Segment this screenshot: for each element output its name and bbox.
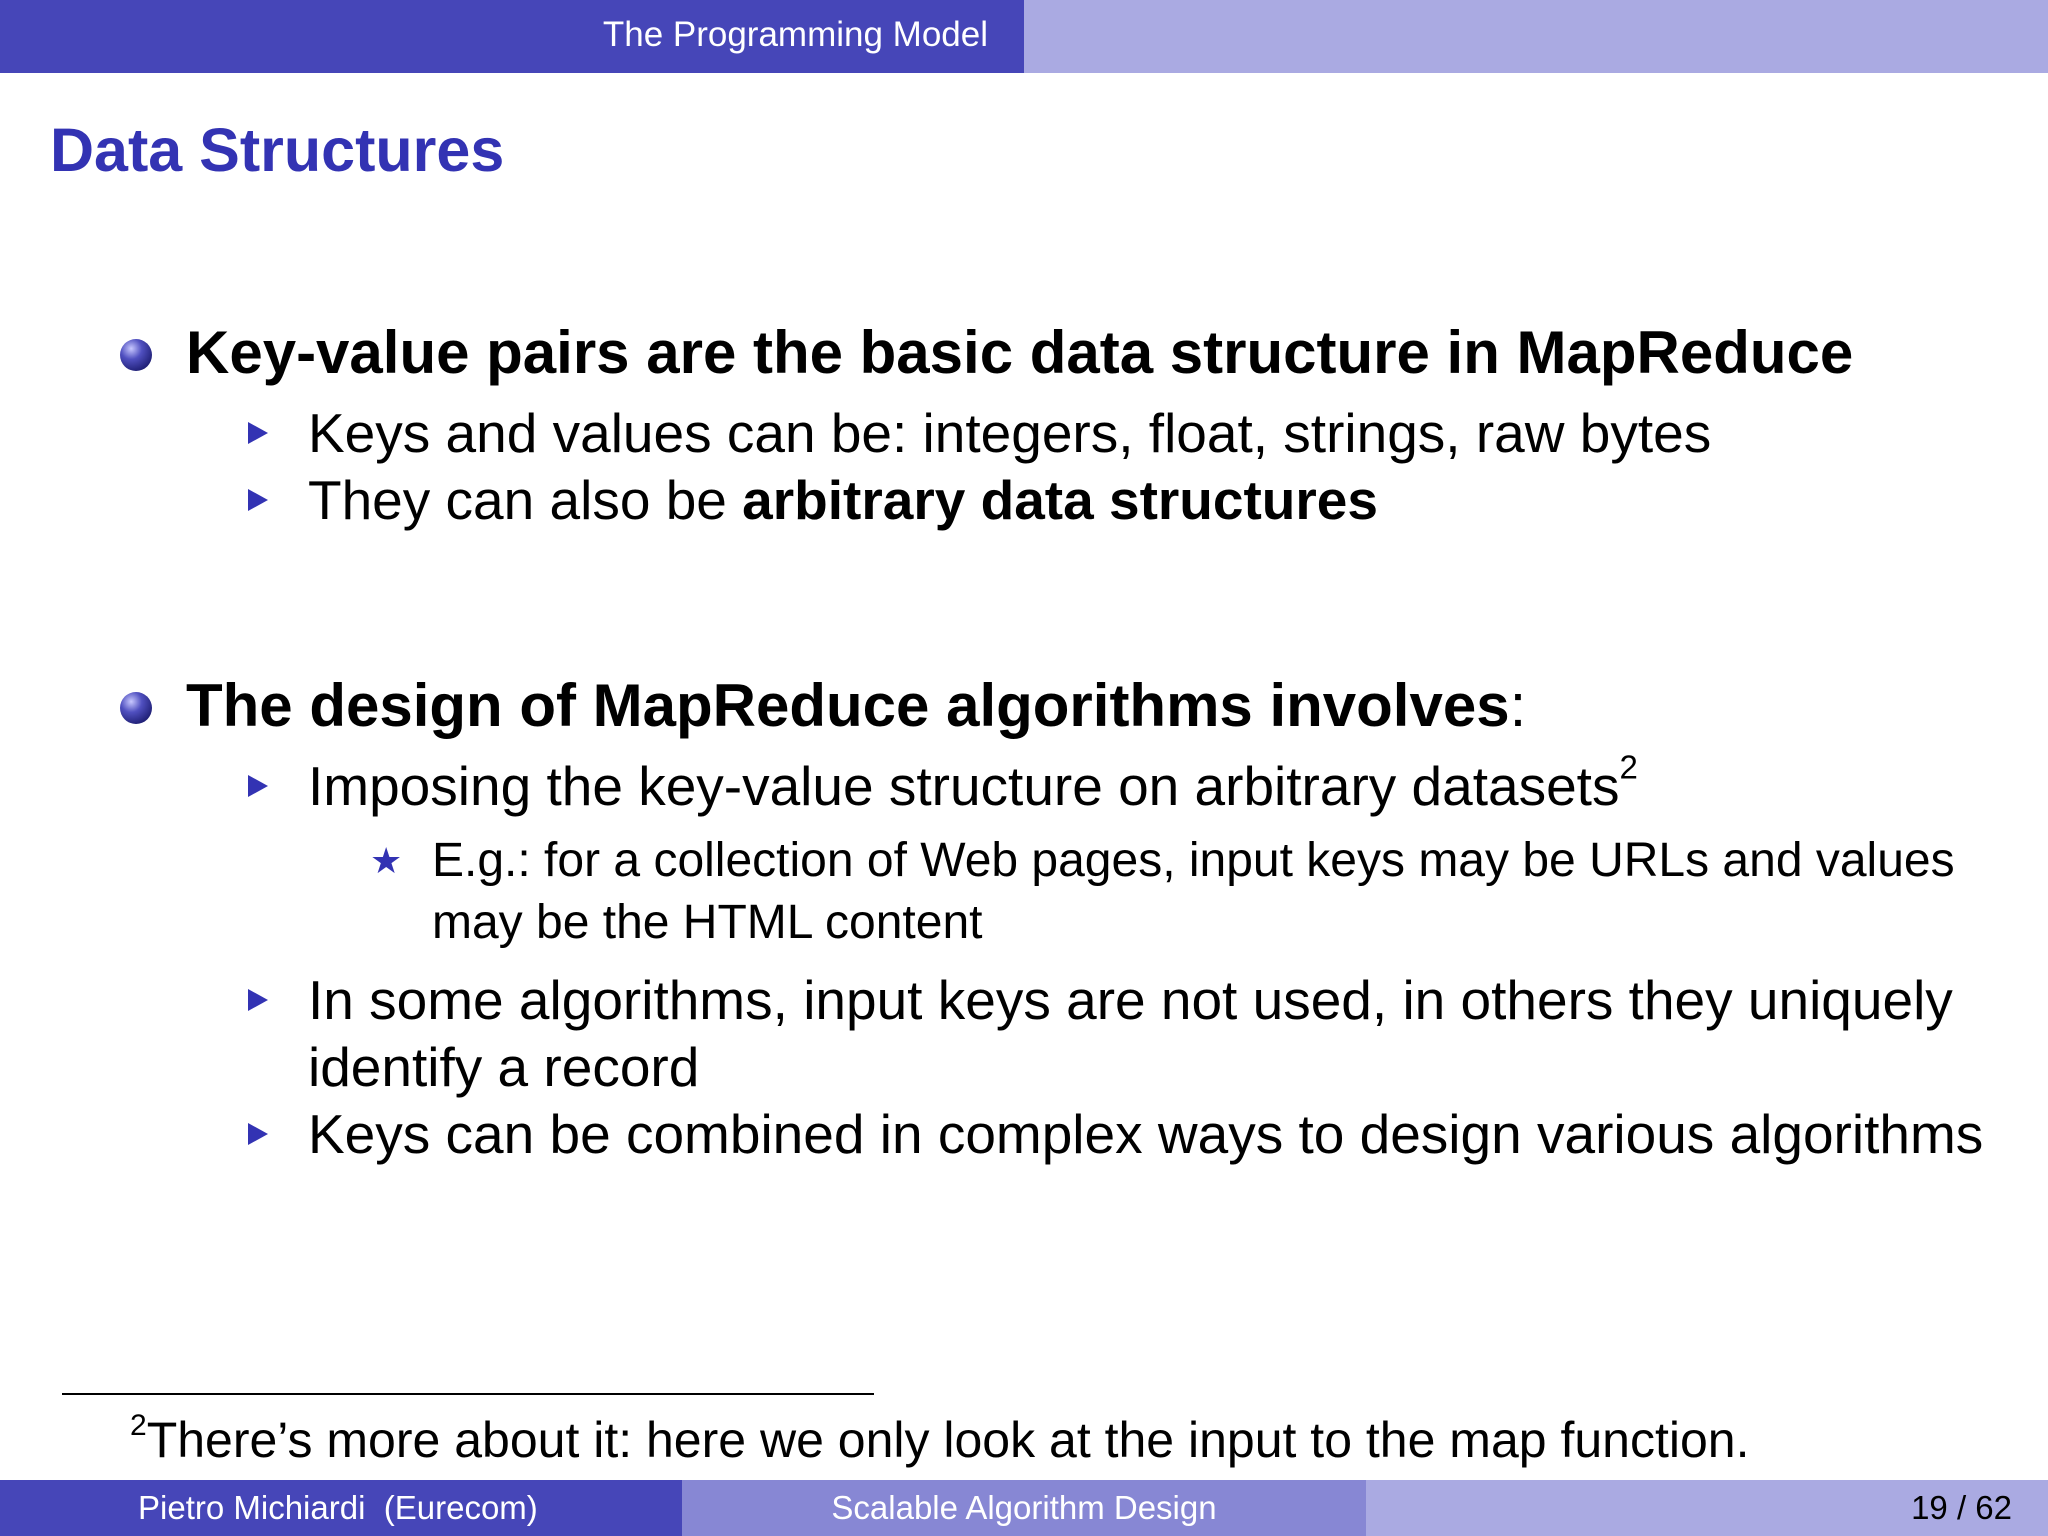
footnote-text: There’s more about it: here we only look at the input to the map function. <box>146 1412 1750 1468</box>
imposing-text: Imposing the key-value structure on arbitrary datasets <box>308 755 1620 817</box>
bullet-text <box>186 670 1526 742</box>
section-title: The Programming Model <box>602 15 988 54</box>
footer-page-panel <box>1366 1480 2048 1536</box>
subbullet-prefix: They can also be <box>308 469 743 531</box>
star-bullet-icon: ★ <box>370 840 403 881</box>
subsubbullet-text: E.g.: for a collection of Web pages, input keys may be URLs and values may be the HTML content <box>432 834 1955 949</box>
triangle-bullet-icon <box>248 775 268 797</box>
ball-bullet-icon <box>120 339 152 371</box>
footer-title: Scalable Algorithm Design <box>831 1489 1217 1526</box>
header-left-panel <box>0 0 1024 73</box>
footer-bar <box>0 1480 2048 1536</box>
header-right-panel <box>1024 0 2048 73</box>
triangle-bullet-icon <box>248 489 268 511</box>
ball-bullet-icon <box>120 692 152 724</box>
subbullet-text <box>308 467 2008 534</box>
subbullet-text <box>308 748 2008 820</box>
bullet-text: Key-value pairs are the basic data structure in MapReduce <box>186 319 1854 386</box>
triangle-bullet-icon <box>248 989 268 1011</box>
footnote <box>130 1408 1749 1472</box>
page-number: 19 / 62 <box>1911 1489 2012 1526</box>
footer-author: Pietro Michiardi (Eurecom) <box>138 1489 538 1526</box>
footnote-divider <box>62 1393 874 1395</box>
subbullet-text: Keys and values can be: integers, float, strings, raw bytes <box>308 402 1712 464</box>
frame-title: Data Structures <box>50 116 505 184</box>
subbullet-text: In some algorithms, input keys are not used, in others they uniquely identify a record <box>308 969 1953 1098</box>
footer-author-panel <box>0 1480 682 1536</box>
footnote-number: 2 <box>130 1409 147 1442</box>
design-bold-text: The design of MapReduce algorithms involves <box>186 672 1510 739</box>
triangle-bullet-icon <box>248 422 268 444</box>
triangle-bullet-icon <box>248 1123 268 1145</box>
design-colon: : <box>1509 672 1527 739</box>
footnote-marker: 2 <box>1619 748 1638 786</box>
header-bar <box>0 0 2048 73</box>
emphasis-text: arbitrary data structures <box>742 469 1378 531</box>
subbullet-text: Keys can be combined in complex ways to design various algorithms <box>308 1103 1984 1165</box>
footer-title-panel <box>682 1480 1366 1536</box>
